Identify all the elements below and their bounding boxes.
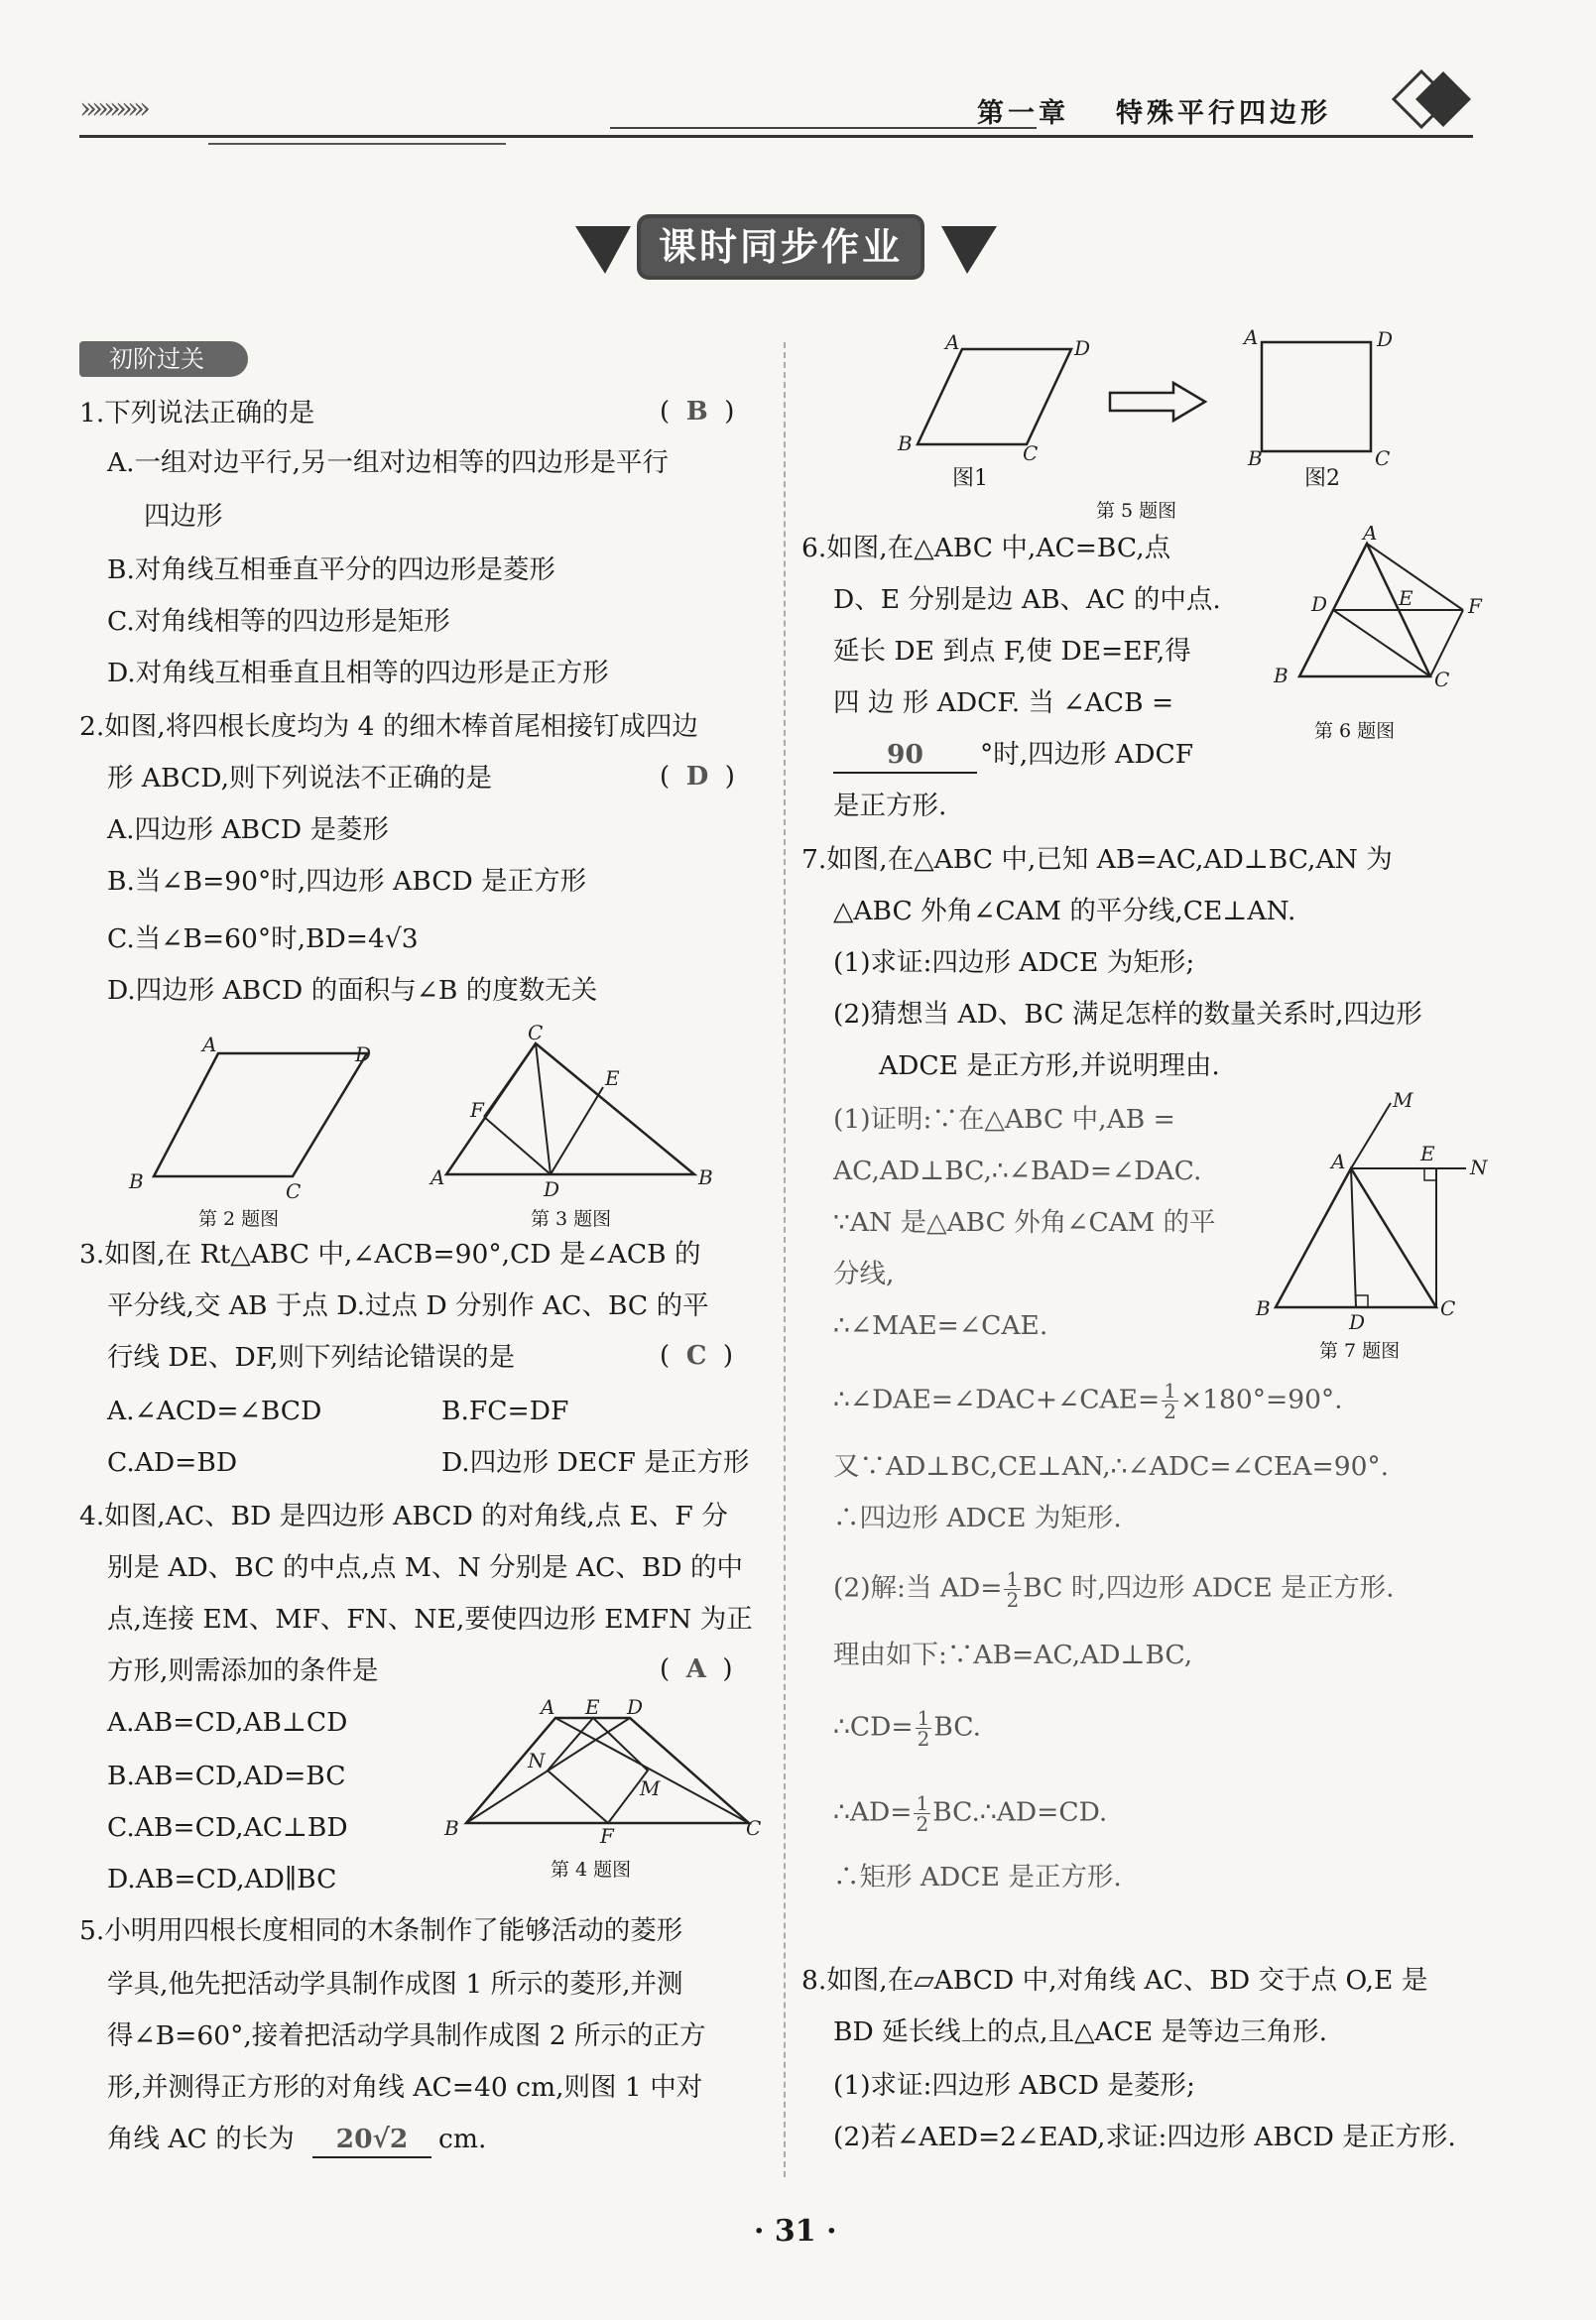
q1-line: 1.下列说法正确的是 — [79, 398, 315, 428]
q3-answer: ( C ) — [660, 1341, 734, 1371]
q8-line: 8.如图,在▱ABCD 中,对角线 AC、BD 交于点 O,E 是 — [801, 1965, 1428, 1996]
label-C: C — [1023, 441, 1039, 465]
label-A: A — [430, 1165, 445, 1189]
fraction: $\frac{1}{2}$ — [916, 1791, 929, 1836]
q1-option: 四边形 — [144, 501, 223, 532]
q4-line: 别是 AD、BC 的中点,点 M、N 分别是 AC、BD 的中 — [107, 1552, 744, 1583]
chapter-label: 第一章 — [977, 98, 1069, 129]
figure-5-1-label: 图1 — [952, 466, 988, 491]
label-D: D — [1311, 592, 1328, 616]
label-D: D — [627, 1696, 644, 1719]
figure-5-1-rhombus — [888, 327, 1096, 476]
figure-3-triangle — [427, 1022, 724, 1200]
sol7-line: ∴四边形 ADCE 为矩形. — [833, 1503, 1122, 1533]
label-B: B — [898, 431, 913, 455]
q4-answer: ( A ) — [660, 1654, 733, 1684]
q7-line: ADCE 是正方形,并说明理由. — [879, 1050, 1220, 1081]
header-diamond-icon — [1364, 61, 1483, 137]
label-N: N — [528, 1749, 546, 1772]
q8-line: (1)求证:四边形 ABCD 是菱形; — [833, 2070, 1195, 2101]
q4-option: D.AB=CD,AD∥BC — [107, 1864, 337, 1894]
q8-line: (2)若∠AED=2∠EAD,求证:四边形 ABCD 是正方形. — [833, 2122, 1456, 2152]
figure-6-caption: 第 6 题图 — [1314, 720, 1396, 742]
label-B: B — [444, 1816, 459, 1840]
q2-option: C.当∠B=60°时,BD=4√3 — [107, 923, 419, 954]
sol7-line: 理由如下:∵AB=AC,AD⊥BC, — [833, 1640, 1193, 1670]
label-E: E — [1420, 1142, 1435, 1165]
label-D: D — [1377, 327, 1394, 351]
q6-line: °时,四边形 ADCF — [980, 739, 1194, 770]
q7-line: 7.如图,在△ABC 中,已知 AB=AC,AD⊥BC,AN 为 — [801, 844, 1393, 875]
figure-3-caption: 第 3 题图 — [531, 1208, 612, 1230]
q2-answer: ( D ) — [660, 762, 735, 792]
q2-option: D.四边形 ABCD 的面积与∠B 的度数无关 — [107, 975, 598, 1006]
label-D: D — [544, 1177, 560, 1200]
sol7-line: ∴AD= $\frac{1}{2}$ BC.∴AD=CD. — [833, 1791, 1108, 1836]
column-divider — [784, 342, 786, 2177]
q1-option: B.对角线互相垂直平分的四边形是菱形 — [107, 554, 555, 585]
q5-line: 5.小明用四根长度相同的木条制作了能够活动的菱形 — [79, 1915, 683, 1946]
q7-line: (1)求证:四边形 ADCE 为矩形; — [833, 947, 1195, 978]
label-A: A — [1363, 526, 1378, 545]
figure-4-quadrilateral — [436, 1696, 764, 1845]
q4-line: 方形,则需添加的条件是 — [107, 1655, 379, 1686]
label-B: B — [1274, 664, 1289, 687]
label-M: M — [1393, 1091, 1413, 1112]
header-mid-rule — [610, 127, 1037, 129]
label-C: C — [528, 1022, 544, 1044]
q4-line: 点,连接 EM、MF、FN、NE,要使四边形 EMFN 为正 — [107, 1604, 753, 1635]
label-C: C — [1375, 446, 1391, 470]
label-E: E — [585, 1696, 600, 1719]
label-N: N — [1470, 1156, 1488, 1179]
q6-line: 延长 DE 到点 F,使 DE=EF,得 — [833, 636, 1191, 667]
q5-line: 形,并测得正方形的对角线 AC=40 cm,则图 1 中对 — [107, 2072, 703, 2103]
label-D: D — [1349, 1310, 1366, 1334]
q6-line: 是正方形. — [833, 791, 947, 821]
q1-answer: ( B ) — [660, 397, 735, 427]
q3-option: C.AD=BD — [107, 1447, 238, 1478]
label-B: B — [1256, 1296, 1271, 1320]
page-number: · 31 · — [754, 2214, 837, 2249]
q3-line: 3.如图,在 Rt△ABC 中,∠ACB=90°,CD 是∠ACB 的 — [79, 1239, 701, 1270]
figure-5-arrow-icon — [1106, 377, 1215, 427]
label-C: C — [1434, 668, 1450, 691]
sol7-line: (1)证明:∵在△ABC 中,AB = — [833, 1104, 1175, 1135]
fraction: $\frac{1}{2}$ — [1164, 1379, 1176, 1423]
fraction: $\frac{1}{2}$ — [917, 1706, 930, 1751]
q1-option: D.对角线互相垂直且相等的四边形是正方形 — [107, 658, 609, 688]
q3-line: 平分线,交 AB 于点 D.过点 D 分别作 AC、BC 的平 — [107, 1290, 709, 1321]
q2-line: 2.如图,将四根长度均为 4 的细木棒首尾相接钉成四边 — [79, 711, 698, 742]
q6-answer-blank: 90 — [833, 738, 977, 774]
sol7-line: ∴∠DAE=∠DAC+∠CAE= $\frac{1}{2}$ ×180°=90°. — [833, 1379, 1343, 1423]
figure-5-2-square — [1230, 322, 1399, 471]
label-E: E — [1399, 586, 1413, 610]
q6-line: 四 边 形 ADCF. 当 ∠ACB = — [833, 687, 1174, 718]
q6-line: 6.如图,在△ABC 中,AC=BC,点 — [801, 533, 1171, 563]
sol7-line: ∴∠MAE=∠CAE. — [833, 1310, 1048, 1341]
sol7-line: 分线, — [833, 1259, 895, 1289]
q4-option: A.AB=CD,AB⊥CD — [107, 1707, 348, 1738]
label-D: D — [1074, 336, 1091, 360]
label-C: C — [286, 1179, 302, 1200]
q2-option: A.四边形 ABCD 是菱形 — [107, 814, 390, 845]
q4-option: C.AB=CD,AC⊥BD — [107, 1812, 348, 1843]
q3-option: D.四边形 DECF 是正方形 — [441, 1447, 750, 1478]
header-rule — [79, 135, 1473, 138]
q8-line: BD 延长线上的点,且△ACE 是等边三角形. — [833, 2016, 1328, 2047]
label-B: B — [1248, 446, 1263, 470]
label-F: F — [470, 1098, 484, 1122]
q6-line: D、E 分别是边 AB、AC 的中点. — [833, 584, 1221, 615]
header-rule-thin — [208, 143, 506, 145]
label-A: A — [1244, 325, 1259, 349]
figure-5-caption: 第 5 题图 — [1096, 500, 1177, 522]
q5-answer-blank: 20√2 — [312, 2123, 431, 2158]
banner-left-ornament-icon — [575, 218, 635, 278]
figure-6-triangle — [1260, 526, 1498, 694]
q2-line: 形 ABCD,则下列说法不正确的是 — [107, 763, 493, 794]
label-B: B — [698, 1165, 713, 1189]
label-A: A — [945, 330, 960, 354]
figure-7-caption: 第 7 题图 — [1319, 1340, 1401, 1362]
label-A: A — [541, 1696, 555, 1719]
q4-line: 4.如图,AC、BD 是四边形 ABCD 的对角线,点 E、F 分 — [79, 1501, 728, 1531]
q3-line: 行线 DE、DF,则下列结论错误的是 — [107, 1342, 515, 1373]
label-A: A — [1331, 1150, 1346, 1173]
sol7-line: ∴矩形 ADCE 是正方形. — [833, 1862, 1122, 1893]
q1-option: A.一组对边平行,另一组对边相等的四边形是平行 — [107, 447, 669, 478]
q5-unit: cm. — [438, 2124, 487, 2154]
q1-option: C.对角线相等的四边形是矩形 — [107, 606, 450, 637]
sol7-line: AC,AD⊥BC,∴∠BAD=∠DAC. — [833, 1156, 1202, 1186]
sol7-line: 又∵AD⊥BC,CE⊥AN,∴∠ADC=∠CEA=90°. — [833, 1451, 1390, 1482]
label-F: F — [600, 1824, 614, 1845]
q3-option: B.FC=DF — [441, 1396, 569, 1426]
label-F: F — [1468, 594, 1482, 618]
label-B: B — [129, 1169, 144, 1193]
label-M: M — [640, 1776, 661, 1800]
section-tag: 初阶过关 — [79, 341, 248, 377]
figure-7-diagram — [1250, 1091, 1498, 1339]
label-C: C — [746, 1816, 762, 1840]
sol7-line: ∵AN 是△ABC 外角∠CAM 的平 — [833, 1207, 1216, 1238]
figure-2-caption: 第 2 题图 — [198, 1208, 280, 1230]
sol7-line: ∴CD= $\frac{1}{2}$ BC. — [833, 1706, 982, 1751]
sol7-line: (2)解:当 AD= $\frac{1}{2}$ BC 时,四边形 ADCE 是正方形. — [833, 1567, 1395, 1612]
label-A: A — [202, 1033, 217, 1056]
banner-right-ornament-icon — [937, 218, 997, 278]
q3-option: A.∠ACD=∠BCD — [107, 1396, 322, 1426]
figure-5-2-label: 图2 — [1304, 466, 1340, 491]
chapter-title: 特殊平行四边形 — [1116, 98, 1331, 129]
fraction: $\frac{1}{2}$ — [1006, 1567, 1020, 1612]
section-banner: 课时同步作业 — [637, 214, 924, 280]
header-chevrons: ››››››››››› — [79, 91, 145, 126]
q5-line: 得∠B=60°,接着把活动学具制作成图 2 所示的正方 — [107, 2020, 706, 2051]
q2-option: B.当∠B=90°时,四边形 ABCD 是正方形 — [107, 866, 587, 897]
figure-2-rhombus — [119, 1032, 407, 1200]
label-C: C — [1440, 1296, 1456, 1320]
q7-line: (2)猜想当 AD、BC 满足怎样的数量关系时,四边形 — [833, 999, 1422, 1030]
q5-line: 学具,他先把活动学具制作成图 1 所示的菱形,并测 — [107, 1969, 683, 2000]
figure-4-caption: 第 4 题图 — [551, 1859, 632, 1881]
q4-option: B.AB=CD,AD=BC — [107, 1761, 346, 1791]
label-E: E — [605, 1066, 620, 1090]
q7-line: △ABC 外角∠CAM 的平分线,CE⊥AN. — [833, 896, 1296, 926]
label-D: D — [355, 1042, 372, 1066]
q5-line: 角线 AC 的长为 — [107, 2124, 295, 2154]
